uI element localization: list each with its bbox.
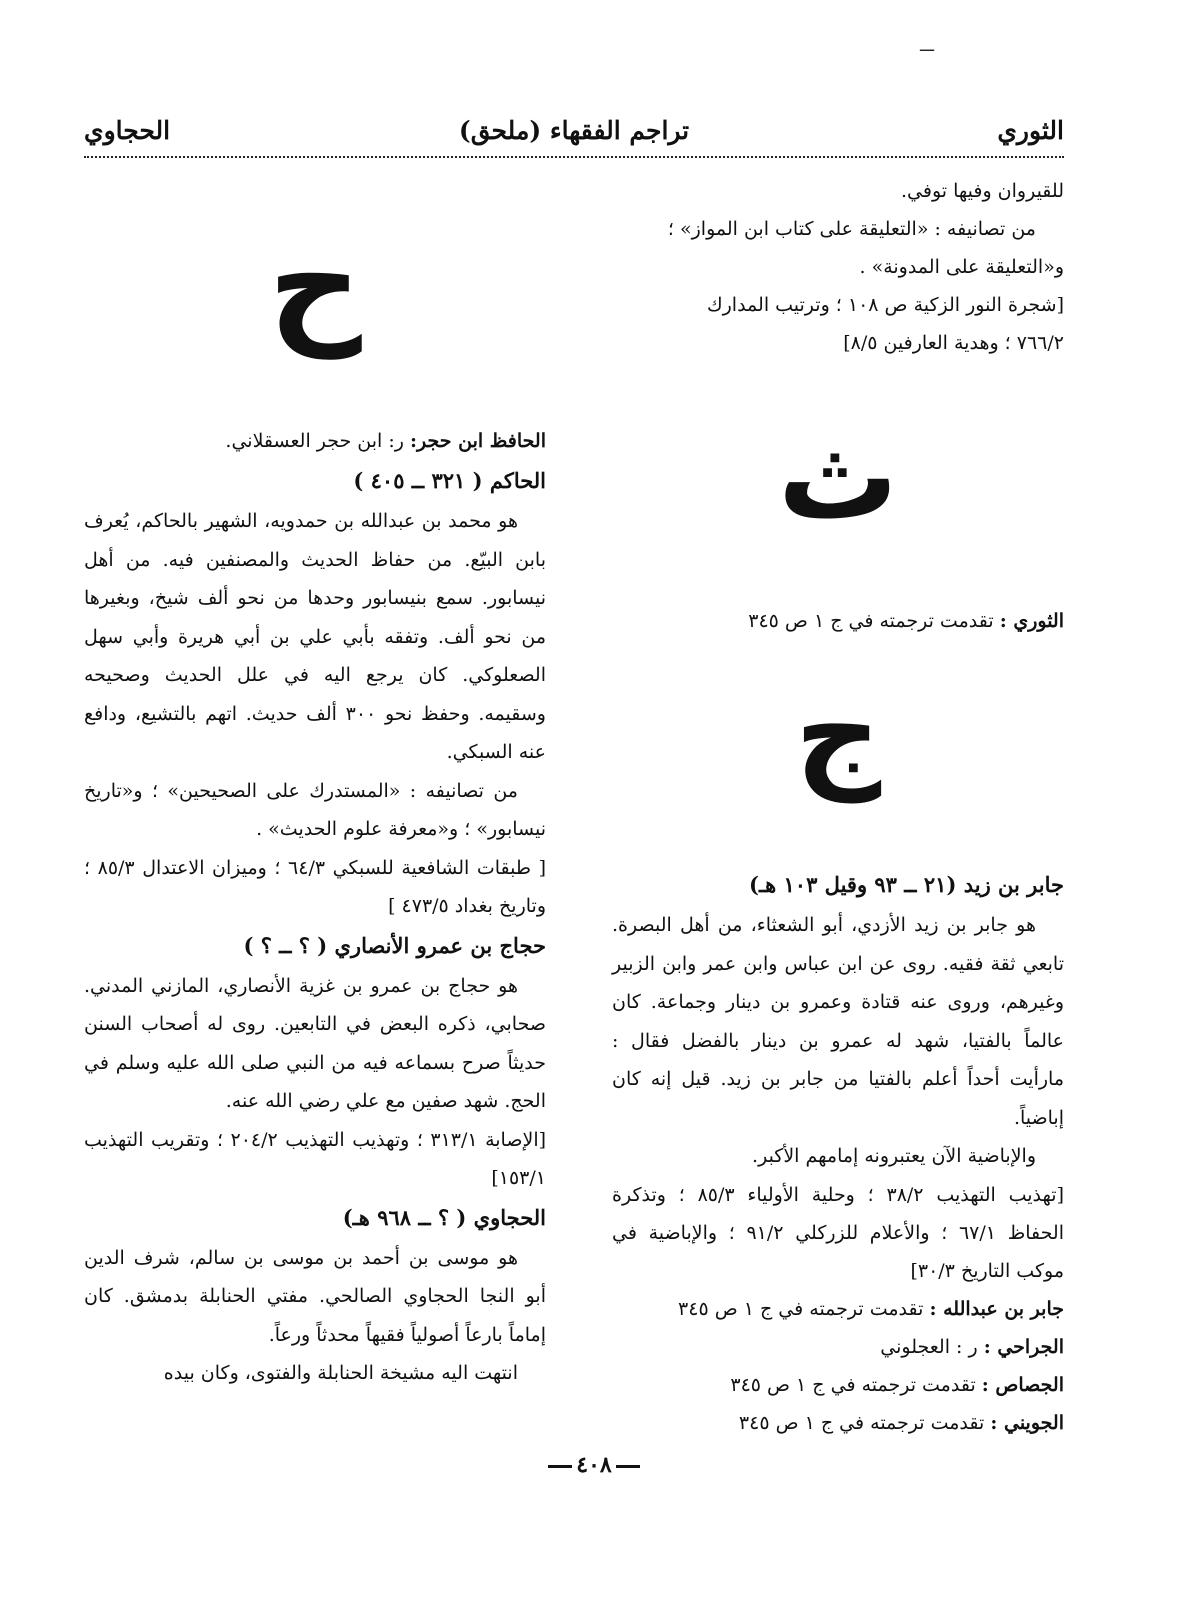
text-line: للقيروان وفيها توفي. bbox=[901, 180, 1064, 202]
cross-ref-text: تقدمت ترجمته في ج ١ ص ٣٤٥ bbox=[730, 1373, 976, 1396]
entry-name: الحافظ ابن حجر: bbox=[409, 430, 546, 452]
cross-ref-name: جابر بن عبدالله : bbox=[929, 1297, 1064, 1320]
cross-ref-name: الجويني : bbox=[990, 1411, 1064, 1434]
header-title: (ملحق) تراجم الفقهاء bbox=[458, 116, 690, 145]
entry-name: الثوري : bbox=[999, 610, 1064, 632]
left-column bbox=[84, 172, 546, 1393]
header-left: الحجاوي bbox=[84, 116, 171, 145]
section-letter-jim: ج bbox=[794, 664, 882, 803]
entry-body-hajjawi: هو موسى بن أحمد بن موسى بن سالم، شرف الدين أبو النجا الحجاوي الصالحي. مفتي الحنابلة بدمشق. كان إماماً بارعاً أصولياً فقيهاً محدثاً ورعاً. bbox=[84, 1246, 546, 1346]
text-line: من تصانيفه : «التعليقة على كتاب ابن المواز» ؛ bbox=[667, 218, 1036, 240]
running-header bbox=[84, 112, 1064, 158]
entry-heading-jabir: جابر بن زيد (٢١ ــ ٩٣ وقيل ١٠٣ هـ) bbox=[749, 872, 1064, 897]
header-right: الثوري bbox=[997, 116, 1064, 145]
entry-note-jabir: والإباضية الآن يعتبرونه إمامهم الأكبر. bbox=[752, 1145, 1036, 1167]
section-letter-ha: ح bbox=[268, 207, 362, 359]
cross-ref-name: الجراحي : bbox=[983, 1335, 1064, 1358]
cross-ref-text: ر : العجلوني bbox=[880, 1335, 978, 1358]
text-line: [شجرة النور الزكية ص ١٠٨ ؛ وترتيب المدارك bbox=[706, 294, 1064, 316]
footer-dash bbox=[548, 1465, 572, 1468]
cross-ref bbox=[612, 1290, 1064, 1328]
footer-dash bbox=[616, 1465, 640, 1468]
cross-ref-name: الجصاص : bbox=[981, 1373, 1064, 1396]
entry-heading-hakim: الحاكم ( ٣٢١ ــ ٤٠٥ ) bbox=[353, 468, 546, 493]
right-column bbox=[612, 172, 1064, 1442]
entry-body-hajjaj: هو حجاج بن عمرو بن غزية الأنصاري، المازني المدني. صحابي، ذكره البعض في التابعين. روى له أصحاب السنن حديثاً صرح بسماعه فيه من النبي صلى الله عليه وسلم في الحج. شهد صفين مع علي رضي الله عنه. bbox=[84, 974, 546, 1112]
text-line: ٧٦٦/٢ ؛ وهدية العارفين ٨/٥] bbox=[843, 332, 1064, 354]
entry-body-hakim: هو محمد بن عبدالله بن حمدويه، الشهير بالحاكم، يُعرف بابن البيّع. من حفاظ الحديث والمصنفين فيه. من أهل نيسابور. سمع بنيسابور وحدها من نحو ألف شيخ، وبغيرها من نحو ألف. وتفقه بأبي علي بن أبي هريرة وأبي سهل الصعلوكي. كان يرجع اليه في علل الحديث وصحيحه وسقيمه. وحفظ نحو ٣٠٠ ألف حديث. اتهم بالتشيع، ودافع عنه السبكي. bbox=[84, 510, 546, 763]
entry-works-hakim: من تصانيفه : «المستدرك على الصحيحين» ؛ و«تاريخ نيسابور» ؛ و«معرفة علوم الحديث» . bbox=[84, 779, 546, 840]
entry-text: ر: ابن حجر العسقلاني. bbox=[225, 430, 404, 452]
entry-refs-hakim: [ طبقات الشافعية للسبكي ٦٤/٣ ؛ وميزان الاعتدال ٨٥/٣ ؛ وتاريخ بغداد ٤٧٣/٥ ] bbox=[84, 856, 546, 917]
entry-body-jabir: هو جابر بن زيد الأزدي، أبو الشعثاء، من أهل البصرة. تابعي ثقة فقيه. روى عن ابن عباس وابن عمر وابن الزبير وغيرهم، وروى عنه قتادة وعمرو بن دينار وجماعة. كان عالماً بالفتيا، شهد له عمرو بن دينار بالفضل فقال : مارأيت أحداً أعلم بالفتيا من جابر بن زيد. قيل إنه كان إباضياً. bbox=[612, 914, 1064, 1129]
cross-ref-text: تقدمت ترجمته في ج ١ ص ٣٤٥ bbox=[738, 1411, 985, 1434]
entry-ibn-hajar bbox=[84, 422, 546, 460]
entry-text: تقدمت ترجمته في ج ١ ص ٣٤٥ bbox=[748, 610, 994, 632]
page-number: ٤٠٨ bbox=[576, 1452, 612, 1478]
page-footer bbox=[0, 1452, 1188, 1478]
entry-thawri bbox=[612, 602, 1064, 640]
top-mark: ـــ bbox=[920, 36, 935, 55]
entry-refs-hajjaj: [الإصابة ٣١٣/١ ؛ وتهذيب التهذيب ٢٠٤/٢ ؛ وتقريب التهذيب ١٥٣/١] bbox=[84, 1128, 547, 1189]
cross-ref-text: تقدمت ترجمته في ج ١ ص ٣٤٥ bbox=[678, 1297, 924, 1320]
entry-refs-jabir: [تهذيب التهذيب ٣٨/٢ ؛ وحلية الأولياء ٨٥/٣ ؛ وتذكرة الحفاظ ٦٧/١ ؛ والأعلام للزركلي ٩١/٢ ؛ والإباضية في موكب التاريخ ٣٠/٣] bbox=[612, 1183, 1064, 1282]
cross-ref bbox=[612, 1328, 1064, 1366]
text-line: و«التعليقة على المدونة» . bbox=[859, 256, 1064, 278]
entry-heading-hajjaj: حجاج بن عمرو الأنصاري ( ؟ ــ ؟ ) bbox=[243, 932, 546, 958]
entry-last-hajjawi: انتهت اليه مشيخة الحنابلة والفتوى، وكان بيده bbox=[163, 1362, 518, 1384]
entry-heading-hajjawi: الحجاوي ( ؟ ــ ٩٦٨ هـ) bbox=[342, 1204, 546, 1230]
section-letter-tha: ث bbox=[777, 408, 899, 547]
cross-ref bbox=[612, 1366, 1064, 1404]
cross-ref bbox=[612, 1404, 1064, 1442]
